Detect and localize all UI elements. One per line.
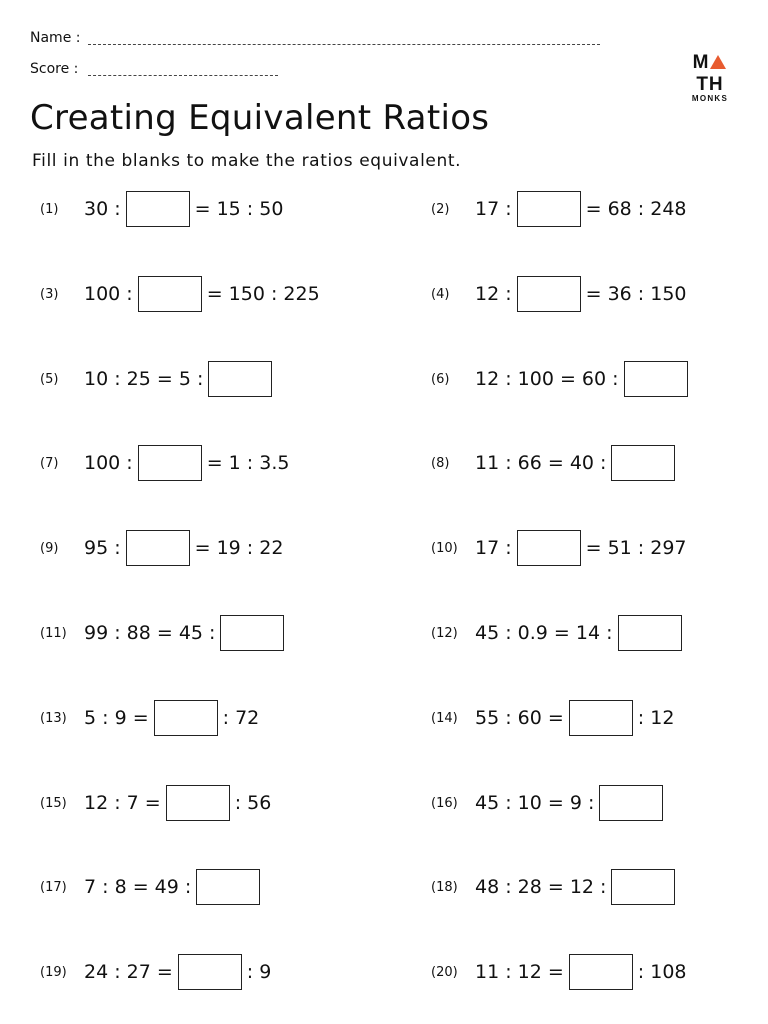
problem-item [40, 613, 289, 653]
ratio-text-before: 11 : 12 = [475, 961, 564, 983]
answer-box[interactable] [517, 530, 581, 566]
problem-item [431, 274, 687, 314]
problem-item [40, 359, 277, 399]
answer-box[interactable] [126, 530, 190, 566]
page-title: Creating Equivalent Ratios [30, 98, 490, 138]
ratio-text-before: 100 : [84, 283, 133, 305]
ratio-text-before: 45 : 0.9 = 14 : [475, 622, 613, 644]
triangle-icon [710, 55, 726, 69]
problem-item [40, 952, 271, 992]
problem-number: (7) [40, 455, 59, 471]
problem-number: (16) [431, 795, 458, 811]
problem-number: (10) [431, 540, 458, 556]
ratio-text-after: = 1 : 3.5 [206, 452, 290, 474]
ratio-text-before: 12 : [475, 283, 512, 305]
problem-number: (2) [431, 201, 450, 217]
score-label: Score : [30, 61, 79, 77]
problem-item [40, 274, 320, 314]
ratio-text-after: : 9 [246, 961, 272, 983]
problem-item [431, 867, 680, 907]
name-blank-line[interactable] [88, 44, 600, 45]
ratio-text-before: 100 : [84, 452, 133, 474]
ratio-text-after: : 72 [222, 707, 260, 729]
ratio-text-before: 12 : 7 = [84, 792, 161, 814]
ratio-text-after: = 150 : 225 [206, 283, 320, 305]
ratio-text-after: = 15 : 50 [194, 198, 284, 220]
problem-number: (4) [431, 286, 450, 302]
name-label: Name : [30, 30, 81, 46]
answer-box[interactable] [138, 445, 202, 481]
problem-number: (8) [431, 455, 450, 471]
problem-number: (11) [40, 625, 67, 641]
answer-box[interactable] [569, 700, 633, 736]
ratio-text-before: 24 : 27 = [84, 961, 173, 983]
answer-box[interactable] [611, 445, 675, 481]
problem-item [40, 867, 265, 907]
answer-box[interactable] [618, 615, 682, 651]
problem-item [40, 783, 271, 823]
problem-number: (19) [40, 964, 67, 980]
problem-number: (12) [431, 625, 458, 641]
problem-number: (20) [431, 964, 458, 980]
answer-box[interactable] [138, 276, 202, 312]
score-field-row [30, 61, 78, 77]
ratio-text-after: = 51 : 297 [585, 537, 687, 559]
problem-number: (1) [40, 201, 59, 217]
problem-item [431, 613, 687, 653]
ratio-text-before: 7 : 8 = 49 : [84, 876, 192, 898]
ratio-text-after: = 36 : 150 [585, 283, 687, 305]
problem-item [431, 783, 668, 823]
problem-item [431, 698, 674, 738]
problem-number: (5) [40, 371, 59, 387]
problem-item [40, 443, 289, 483]
answer-box[interactable] [178, 954, 242, 990]
ratio-text-before: 17 : [475, 198, 512, 220]
math-monks-logo [680, 52, 740, 103]
ratio-text-before: 55 : 60 = [475, 707, 564, 729]
answer-box[interactable] [517, 276, 581, 312]
ratio-text-before: 95 : [84, 537, 121, 559]
problem-item [431, 952, 687, 992]
ratio-text-after: = 19 : 22 [194, 537, 284, 559]
ratio-text-before: 10 : 25 = 5 : [84, 368, 204, 390]
problem-number: (13) [40, 710, 67, 726]
answer-box[interactable] [599, 785, 663, 821]
problem-item [40, 189, 283, 229]
answer-box[interactable] [166, 785, 230, 821]
ratio-text-before: 30 : [84, 198, 121, 220]
answer-box[interactable] [611, 869, 675, 905]
answer-box[interactable] [154, 700, 218, 736]
problem-number: (6) [431, 371, 450, 387]
problem-number: (17) [40, 879, 67, 895]
answer-box[interactable] [196, 869, 260, 905]
ratio-text-after: = 68 : 248 [585, 198, 687, 220]
problem-number: (3) [40, 286, 59, 302]
problem-item [431, 443, 680, 483]
answer-box[interactable] [220, 615, 284, 651]
ratio-text-before: 45 : 10 = 9 : [475, 792, 595, 814]
instructions: Fill in the blanks to make the ratios equivalent. [32, 151, 462, 171]
answer-box[interactable] [208, 361, 272, 397]
ratio-text-before: 99 : 88 = 45 : [84, 622, 216, 644]
problem-number: (18) [431, 879, 458, 895]
ratio-text-after: : 12 [637, 707, 675, 729]
ratio-text-after: : 56 [234, 792, 272, 814]
logo-text-left: M [692, 52, 710, 73]
problem-item [431, 359, 693, 399]
ratio-text-before: 5 : 9 = [84, 707, 149, 729]
problem-item [40, 698, 259, 738]
logo-subtext: MONKS [691, 94, 729, 103]
ratio-text-before: 17 : [475, 537, 512, 559]
problem-number: (9) [40, 540, 59, 556]
ratio-text-before: 12 : 100 = 60 : [475, 368, 619, 390]
problem-item [431, 528, 687, 568]
answer-box[interactable] [517, 191, 581, 227]
logo-text-right: TH [696, 74, 724, 95]
problem-item [40, 528, 283, 568]
score-blank-line[interactable] [88, 75, 278, 76]
ratio-text-after: : 108 [637, 961, 687, 983]
problem-number: (15) [40, 795, 67, 811]
ratio-text-before: 48 : 28 = 12 : [475, 876, 607, 898]
answer-box[interactable] [569, 954, 633, 990]
problem-item [431, 189, 687, 229]
ratio-text-before: 11 : 66 = 40 : [475, 452, 607, 474]
answer-box[interactable] [126, 191, 190, 227]
answer-box[interactable] [624, 361, 688, 397]
problem-number: (14) [431, 710, 458, 726]
name-field-row [30, 30, 80, 46]
